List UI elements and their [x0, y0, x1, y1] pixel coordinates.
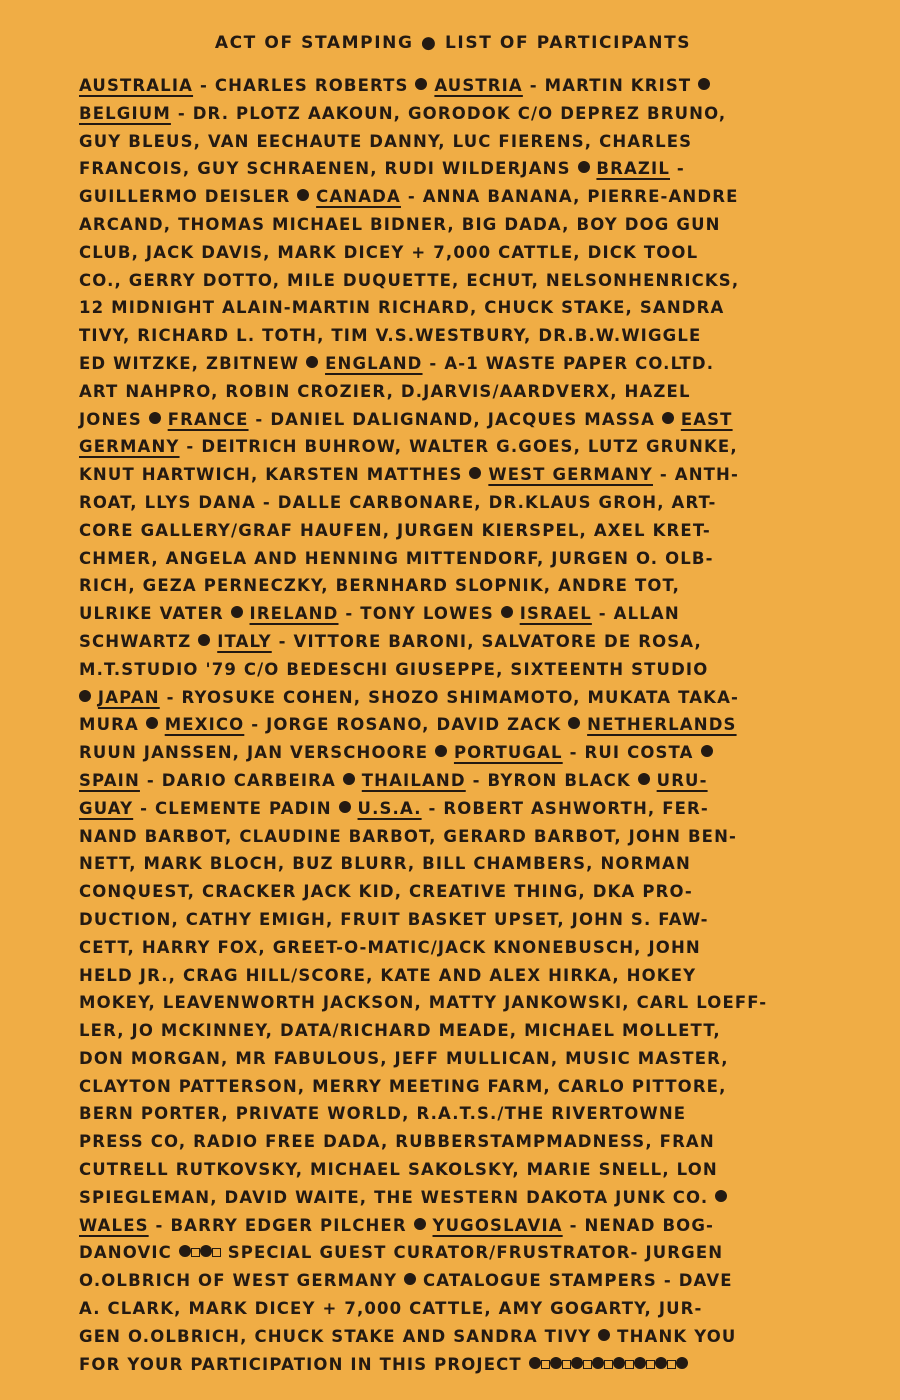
bullet-square-icon — [212, 1248, 221, 1257]
participant-text: - ANNA BANANA, PIERRE-ANDRE — [400, 187, 739, 207]
participant-text: SCHWARTZ — [79, 631, 199, 651]
text-line — [79, 934, 767, 962]
text-line — [79, 267, 767, 295]
participant-text: CHMER, ANGELA AND HENNING MITTENDORF, JURGEN O. OLB- — [79, 548, 714, 568]
participant-text: ARCAND, THOMAS MICHAEL BIDNER, BIG DADA, BOY DOG GUN — [79, 214, 721, 234]
participant-text: SPECIAL GUEST CURATOR/FRUSTRATOR- JURGEN — [220, 1243, 724, 1263]
bullet-dot-icon — [200, 1245, 212, 1257]
country-heading: WEST GERMANY — [488, 465, 653, 485]
country-heading: ITALY — [217, 631, 272, 651]
bullet-dot-icon — [231, 606, 243, 618]
country-heading: JAPAN — [97, 687, 160, 707]
participant-text: HELD JR., CRAG HILL/SCORE, KATE AND ALEX HIRKA, HOKEY — [79, 965, 697, 985]
text-line — [79, 906, 767, 934]
text-line — [79, 239, 767, 267]
bullet-dot-icon — [676, 1357, 688, 1369]
participant-text: - CLEMENTE PADIN — [133, 798, 339, 818]
text-line — [79, 211, 767, 239]
text-line — [79, 711, 767, 739]
participant-text: MOKEY, LEAVENWORTH JACKSON, MATTY JANKOWSKI, CARL LOEFF- — [79, 993, 768, 1013]
participant-text: BERN PORTER, PRIVATE WORLD, R.A.T.S./THE RIVERTOWNE — [79, 1104, 687, 1124]
participant-text: GUILLERMO DEISLER — [79, 187, 298, 207]
text-line — [79, 378, 767, 406]
bullet-dot-icon — [404, 1273, 416, 1285]
text-line — [79, 1128, 767, 1156]
participant-text — [355, 771, 362, 790]
bullet-dot-icon — [662, 412, 674, 424]
country-heading: IRELAND — [249, 604, 339, 624]
text-line — [79, 489, 767, 517]
participant-text: FOR YOUR PARTICIPATION IN THIS PROJECT — [79, 1354, 529, 1374]
participant-text — [243, 604, 250, 623]
participant-text: TIVY, RICHARD L. TOTH, TIM V.S.WESTBURY, DR.B.W.WIGGLE — [79, 326, 702, 346]
text-line — [79, 823, 767, 851]
participant-text: DUCTION, CATHY EMIGH, FRUIT BASKET UPSET, JOHN S. FAW- — [79, 909, 709, 929]
text-line — [79, 72, 767, 100]
text-line — [79, 322, 767, 350]
participant-text: - MARTIN KRIST — [522, 76, 699, 95]
bullet-dot-icon — [613, 1357, 625, 1369]
participant-text: CONQUEST, CRACKER JACK KID, CREATIVE THING, DKA PRO- — [79, 882, 693, 902]
text-line — [79, 739, 767, 767]
participant-text — [513, 604, 520, 623]
bullet-dot-icon — [198, 634, 210, 646]
bullet-square-icon — [667, 1360, 676, 1369]
text-line — [79, 433, 767, 461]
text-line — [79, 406, 767, 434]
text-line — [79, 183, 767, 211]
country-heading: WALES — [79, 1215, 149, 1235]
participant-text: M.T.STUDIO '79 C/O BEDESCHI GIUSEPPE, SIXTEENTH STUDIO — [79, 659, 709, 679]
country-heading: BRAZIL — [596, 159, 670, 179]
text-line — [79, 155, 767, 183]
participant-text: GUY BLEUS, VAN EECHAUTE DANNY, LUC FIERENS, CHARLES — [79, 131, 693, 151]
bullet-dot-icon — [179, 1245, 191, 1257]
country-heading: URU- — [656, 770, 708, 790]
country-heading: U.S.A. — [357, 798, 422, 818]
participant-text: CETT, HARRY FOX, GREET-O-MATIC/JACK KNONEBUSCH, JOHN — [79, 937, 701, 957]
country-heading: ISRAEL — [519, 604, 592, 624]
bullet-dot-icon — [146, 717, 158, 729]
bullet-dot-icon — [634, 1357, 646, 1369]
participant-text: MURA — [79, 715, 146, 735]
bullet-dot-icon — [571, 1357, 583, 1369]
text-line — [79, 628, 767, 656]
participant-text — [161, 410, 168, 429]
bullet-dot-icon — [529, 1357, 541, 1369]
participant-text: - A-1 WASTE PAPER CO.LTD. — [422, 353, 715, 373]
country-heading: NETHERLANDS — [587, 715, 737, 735]
text-line — [79, 1156, 767, 1184]
participant-text: CUTRELL RUTKOVSKY, MICHAEL SAKOLSKY, MARIE SNELL, LON — [79, 1160, 718, 1180]
participant-text: DANOVIC — [79, 1243, 179, 1263]
text-line — [79, 1212, 767, 1240]
text-line — [79, 1184, 767, 1212]
text-line — [79, 656, 767, 684]
participant-text — [91, 688, 98, 707]
country-heading: GERMANY — [79, 437, 180, 457]
participant-text: RICH, GEZA PERNECZKY, BERNHARD SLOPNIK, ANDRE TOT, — [79, 576, 681, 596]
text-line — [79, 1267, 767, 1295]
participant-text: - RYOSUKE COHEN, SHOZO SHIMAMOTO, MUKATA TAKA- — [159, 687, 740, 707]
text-line — [79, 517, 767, 545]
bullet-square-icon — [604, 1360, 613, 1369]
bullet-square-icon — [646, 1360, 655, 1369]
bullet-dot-icon — [715, 1190, 727, 1202]
participant-text: LER, JO MCKINNEY, DATA/RICHARD MEADE, MICHAEL MOLLETT, — [79, 1021, 721, 1041]
participant-text: - ROBERT ASHWORTH, FER- — [421, 798, 709, 818]
text-line — [79, 1323, 767, 1351]
participant-text: ULRIKE VATER — [79, 604, 231, 624]
participant-text: - ANTH- — [652, 465, 740, 485]
bullet-dot-icon — [701, 745, 713, 757]
text-line — [79, 545, 767, 573]
participant-text: - TONY LOWES — [338, 604, 501, 624]
participant-text: RUUN JANSSEN, JAN VERSCHOORE — [79, 743, 436, 763]
participant-text — [158, 715, 165, 734]
participant-text — [426, 1216, 433, 1235]
participant-text: PRESS CO, RADIO FREE DADA, RUBBERSTAMPMADNESS, FRAN — [79, 1132, 715, 1152]
participant-text: ED WITZKE, ZBITNEW — [79, 353, 307, 373]
country-heading: THAILAND — [361, 770, 466, 790]
participant-text — [447, 743, 454, 762]
bullet-dot-icon — [149, 412, 161, 424]
bullet-dot-icon — [343, 773, 355, 785]
country-heading: ENGLAND — [325, 353, 423, 373]
participant-text: ROAT, LLYS DANA - DALLE CARBONARE, DR.KLAUS GROH, ART- — [79, 492, 717, 512]
participant-text: - — [670, 159, 685, 179]
text-line — [79, 128, 767, 156]
country-heading: GUAY — [79, 798, 134, 818]
country-heading: FRANCE — [167, 409, 249, 429]
participant-text: GEN O.OLBRICH, CHUCK STAKE AND SANDRA TIVY — [79, 1326, 599, 1346]
participant-text: - BYRON BLACK — [465, 770, 638, 790]
bullet-square-icon — [583, 1360, 592, 1369]
bullet-dot-icon — [79, 690, 91, 702]
participant-text: - CHARLES ROBERTS — [193, 76, 416, 95]
bullet-square-icon — [562, 1360, 571, 1369]
bullet-dot-icon — [414, 1218, 426, 1230]
text-line — [79, 572, 767, 600]
bullet-dot-icon — [638, 773, 650, 785]
participant-text: - JORGE ROSANO, DAVID ZACK — [244, 715, 569, 735]
text-line — [79, 100, 767, 128]
participant-text: - DR. PLOTZ AAKOUN, GORODOK C/O DEPREZ BRUNO, — [170, 103, 727, 123]
text-line — [79, 850, 767, 878]
country-heading: EAST — [680, 409, 733, 429]
participant-text: A. CLARK, MARK DICEY + 7,000 CATTLE, AMY GOGARTY, JUR- — [79, 1299, 703, 1319]
participant-text: NAND BARBOT, CLAUDINE BARBOT, GERARD BARBOT, JOHN BEN- — [79, 826, 738, 846]
participant-text: ART NAHPRO, ROBIN CROZIER, D.JARVIS/AARDVERX, HAZEL — [79, 381, 691, 401]
participant-text: JONES — [79, 409, 149, 429]
participant-list — [79, 72, 767, 1378]
text-line — [79, 767, 767, 795]
country-heading: AUSTRALIA — [79, 76, 194, 95]
text-line — [79, 1073, 767, 1101]
participant-text: SPIEGLEMAN, DAVID WAITE, THE WESTERN DAKOTA JUNK CO. — [79, 1187, 716, 1207]
text-line — [79, 1351, 767, 1379]
text-line — [79, 1239, 767, 1267]
country-heading: SPAIN — [79, 770, 140, 790]
participant-text: CLUB, JACK DAVIS, MARK DICEY + 7,000 CATTLE, DICK TOOL — [79, 242, 699, 262]
text-line — [79, 1017, 767, 1045]
country-heading: CANADA — [316, 187, 401, 207]
participant-text: - DARIO CARBEIRA — [139, 770, 343, 790]
text-line — [79, 989, 767, 1017]
page-title: ACT OF STAMPING ● LIST OF PARTICIPANTS — [214, 33, 692, 53]
text-line — [79, 1295, 767, 1323]
participant-text: KNUT HARTWICH, KARSTEN MATTHES — [79, 465, 470, 485]
participant-text: - DEITRICH BUHROW, WALTER G.GOES, LUTZ GRUNKE, — [179, 437, 738, 457]
participant-text: CORE GALLERY/GRAF HAUFEN, JURGEN KIERSPEL, AXEL KRET- — [79, 520, 711, 540]
participant-text — [674, 410, 681, 429]
country-heading: BELGIUM — [79, 103, 171, 123]
bullet-square-icon — [541, 1360, 550, 1369]
participant-text: CO., GERRY DOTTO, MILE DUQUETTE, ECHUT, NELSONHENRICKS, — [79, 270, 740, 290]
bullet-square-icon — [191, 1248, 200, 1257]
bullet-dot-icon — [698, 78, 710, 90]
participant-text: 12 MIDNIGHT ALAIN-MARTIN RICHARD, CHUCK STAKE, SANDRA — [79, 298, 725, 318]
participant-text — [650, 771, 657, 790]
country-heading: AUSTRIA — [434, 76, 523, 95]
country-heading: MEXICO — [164, 715, 245, 735]
bullet-dot-icon — [598, 1329, 610, 1341]
text-line — [79, 1100, 767, 1128]
participant-text: DON MORGAN, MR FABULOUS, JEFF MULLICAN, MUSIC MASTER, — [79, 1048, 729, 1068]
bullet-dot-icon — [568, 717, 580, 729]
participant-text: THANK YOU — [610, 1326, 737, 1346]
bullet-dot-icon — [306, 356, 318, 368]
bullet-square-icon — [625, 1360, 634, 1369]
bullet-dot-icon — [469, 467, 481, 479]
bullet-dot-icon — [297, 189, 309, 201]
bullet-dot-icon — [550, 1357, 562, 1369]
participant-text: NETT, MARK BLOCH, BUZ BLURR, BILL CHAMBERS, NORMAN — [79, 854, 691, 874]
bullet-dot-icon — [339, 801, 351, 813]
text-line — [79, 600, 767, 628]
participant-text: - BARRY EDGER PILCHER — [148, 1215, 414, 1235]
bullet-dot-icon — [435, 745, 447, 757]
bullet-dot-icon — [592, 1357, 604, 1369]
country-heading: YUGOSLAVIA — [432, 1215, 563, 1235]
text-line — [79, 1045, 767, 1073]
text-line — [79, 350, 767, 378]
participant-text: CATALOGUE STAMPERS - DAVE — [416, 1271, 733, 1291]
participant-text: - RUI COSTA — [562, 743, 701, 763]
text-line — [79, 878, 767, 906]
participant-text: FRANCOIS, GUY SCHRAENEN, RUDI WILDERJANS — [79, 159, 578, 179]
bullet-dot-icon — [415, 78, 427, 90]
participant-text: O.OLBRICH OF WEST GERMANY — [79, 1271, 405, 1291]
country-heading: PORTUGAL — [453, 743, 563, 763]
text-line — [79, 962, 767, 990]
participant-text: - DANIEL DALIGNAND, JACQUES MASSA — [248, 409, 662, 429]
participant-text: - VITTORE BARONI, SALVATORE DE ROSA, — [271, 631, 702, 651]
bullet-dot-icon — [501, 606, 513, 618]
text-line — [79, 795, 767, 823]
text-line — [79, 294, 767, 322]
text-line — [79, 684, 767, 712]
participant-text: - ALLAN — [591, 604, 680, 624]
text-line — [79, 461, 767, 489]
participant-text: - NENAD BOG- — [562, 1215, 715, 1235]
bullet-dot-icon — [655, 1357, 667, 1369]
participant-text: CLAYTON PATTERSON, MERRY MEETING FARM, CARLO PITTORE, — [79, 1076, 727, 1096]
bullet-dot-icon — [578, 161, 590, 173]
participant-text — [351, 799, 358, 818]
